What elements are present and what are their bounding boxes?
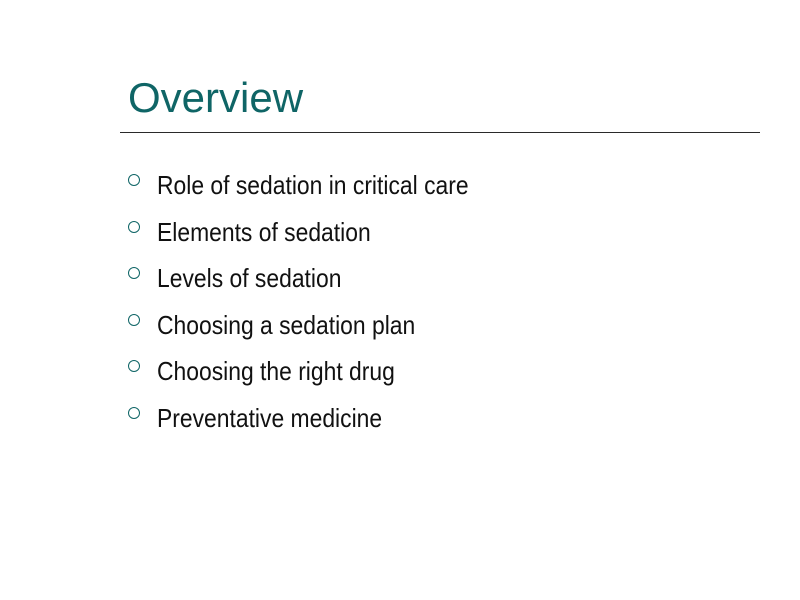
circle-bullet-icon <box>128 267 140 279</box>
circle-bullet-icon <box>128 221 140 233</box>
list-item <box>128 397 511 444</box>
list-item <box>128 164 511 211</box>
list-item <box>128 304 511 351</box>
circle-bullet-icon <box>128 360 140 372</box>
circle-bullet-icon <box>128 407 140 419</box>
list-item <box>128 211 511 258</box>
list-item <box>128 257 511 304</box>
list-item <box>128 350 511 397</box>
bullet-text: Elements of sedation <box>157 216 371 247</box>
circle-bullet-icon <box>128 314 140 326</box>
circle-bullet-icon <box>128 174 140 186</box>
bullet-text: Levels of sedation <box>157 263 342 294</box>
slide-title: Overview <box>128 74 304 121</box>
bullet-text: Preventative medicine <box>157 402 383 433</box>
title-divider <box>120 132 760 133</box>
bullet-list <box>128 164 511 444</box>
bullet-text: Choosing the right drug <box>157 356 395 387</box>
bullet-text: Role of sedation in critical care <box>157 170 469 200</box>
bullet-text: Choosing a sedation plan <box>157 309 416 340</box>
